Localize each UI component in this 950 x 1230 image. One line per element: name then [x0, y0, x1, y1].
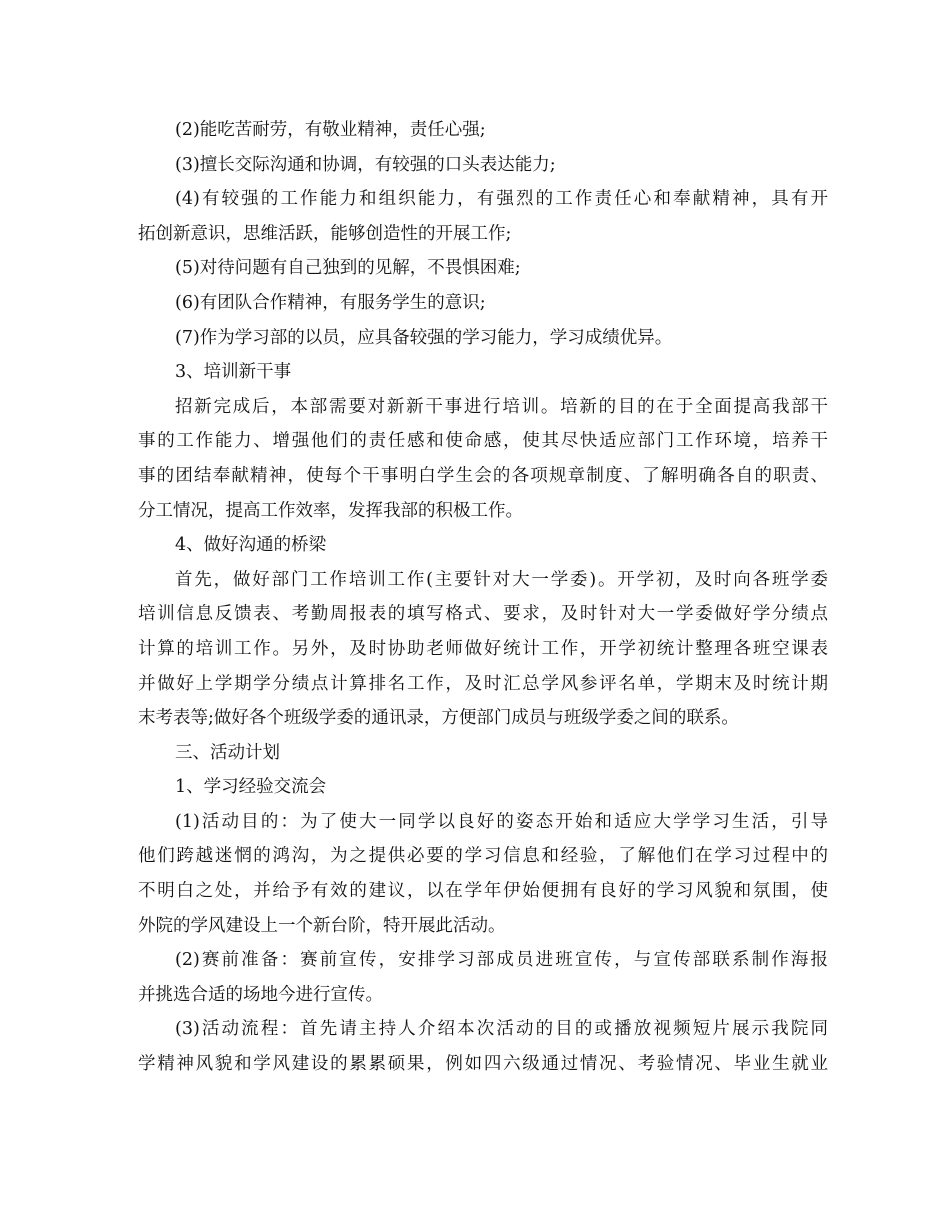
- text-line: 4、做好沟通的桥梁: [175, 535, 327, 556]
- text-line: 分工情况，提高工作效率，发挥我部的积极工作。: [138, 500, 523, 521]
- text-line: 1、学习经验交流会: [175, 777, 327, 798]
- text-line: (3)活动流程：首先请主持人介绍本次活动的目的或播放视频短片展示我院同: [175, 1019, 828, 1040]
- text-line: (6)有团队合作精神，有服务学生的意识;: [175, 292, 486, 313]
- text-line: 他们跨越迷惘的鸿沟，为之提供必要的学习信息和经验，了解他们在学习过程中的: [138, 846, 828, 867]
- text-line: 事的工作能力、增强他们的责任感和使命感，使其尽快适应部门工作环境，培养干: [138, 431, 828, 452]
- text-line: (2)能吃苦耐劳，有敬业精神，责任心强;: [175, 120, 486, 140]
- text-line: 培训信息反馈表、考勤周报表的填写格式、要求，及时针对大一学委做好学分绩点: [138, 604, 828, 625]
- text-line: (2)赛前准备：赛前宣传，安排学习部成员进班宣传，与宣传部联系制作海报: [175, 950, 828, 971]
- text-line: (1)活动目的：为了使大一同学以良好的姿态开始和适应大学学习生活，引导: [175, 811, 828, 832]
- text-line: (7)作为学习部的以员，应具备较强的学习能力，学习成绩优异。: [175, 327, 673, 348]
- text-line: 并挑选合适的场地今进行宣传。: [138, 984, 383, 1005]
- text-line: 不明白之处，并给予有效的建议，以在学年伊始便拥有良好的学习风貌和氛围，使: [138, 881, 828, 902]
- text-line: 三、活动计划: [175, 742, 280, 763]
- text-line: 外院的学风建设上一个新台阶，特开展此活动。: [138, 915, 506, 936]
- text-line: 3、培训新干事: [175, 362, 292, 383]
- text-line: 事的团结奉献精神，使每个干事明白学生会的各项规章制度、了解明确各自的职责、: [138, 465, 828, 486]
- text-line: (3)擅长交际沟通和协调，有较强的口头表达能力;: [175, 154, 556, 175]
- text-line: 学精神风貌和学风建设的累累硕果，例如四六级通过情况、考验情况、毕业生就业: [138, 1054, 828, 1075]
- text-line: (4)有较强的工作能力和组织能力，有强烈的工作责任心和奉献精神，具有开: [175, 189, 828, 210]
- text-line: 并做好上学期学分绩点计算排名工作，及时汇总学风参评名单，学期末及时统计期: [138, 673, 828, 694]
- text-line: 首先，做好部门工作培训工作(主要针对大一学委)。开学初，及时向各班学委: [175, 569, 828, 590]
- text-line: 计算的培训工作。另外，及时协助老师做好统计工作，开学初统计整理各班空课表: [138, 638, 828, 659]
- text-line: 末考表等;做好各个班级学委的通讯录，方便部门成员与班级学委之间的联系。: [138, 708, 739, 729]
- text-line: 招新完成后，本部需要对新新干事进行培训。培新的目的在于全面提高我部干: [175, 396, 828, 417]
- text-line: 拓创新意识，思维活跃，能够创造性的开展工作;: [138, 223, 512, 244]
- document-body: [138, 113, 828, 1082]
- text-line: (5)对待问题有自己独到的见解，不畏惧困难;: [175, 258, 521, 279]
